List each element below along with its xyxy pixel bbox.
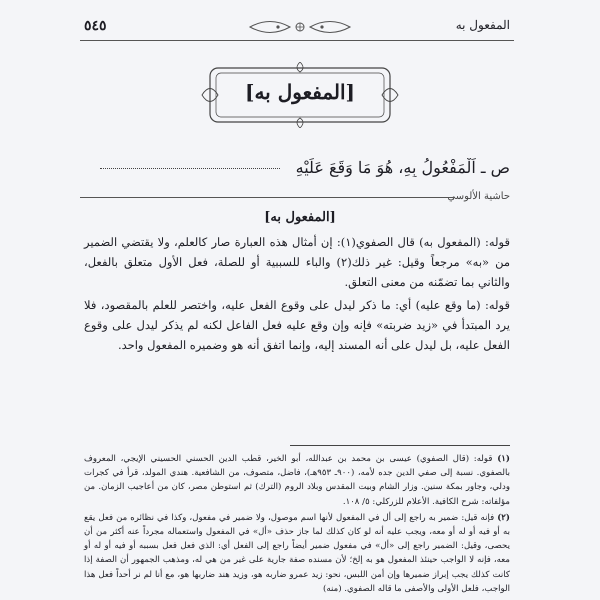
page-number: ٥٤٥	[84, 18, 107, 34]
gloss-body	[84, 232, 510, 358]
footnote-number: (٢)	[497, 512, 510, 523]
gloss-rule	[80, 197, 455, 198]
paragraph: قوله: (ما وقع عليه) أي: ما ذكر ليدل على وقوع الفعل عليه، واختصر للعلم بالمقصود، فلا يرد المبتدأ في «زيد ضربته» فإنه وإن وقع عليه فعل الفاعل لكنه لم يذكر ليدل على وقوع الفعل عليه، بل ليدل على أنه المسند إليه، وإنما اتفق أنه هو وضميره المفعول واحد.	[84, 298, 510, 352]
chapter-title: [المفعول به]	[244, 80, 356, 104]
gloss-label: حاشية الألوسي	[447, 191, 510, 202]
dotted-leader	[100, 168, 280, 169]
footnote-number: (١)	[497, 454, 510, 464]
footnote-text: قوله: (قال الصفوي) عيسى بن محمد بن عبدالله، أبو الخير، قطب الدين الحسني الحسيني الإيجي، المعروف بالصفوي. نسبة إلى صفي الدين جده لأمه، (٩٠٠ـ ٩٥٣هـ)، فاضل، متصوف، من الشافعية. هندي المولد، قرأ في كجرات ودلي، وجاور بمكة سنين. وزار الشام وبيت المقدس وبلاد الروم (الترك) ثم استوطن مصر، كان من أعاجيب الزمان. من مؤلفاته: شرح الكافية. الأعلام للزركلي: ٥/ ١٠٨.	[84, 454, 511, 507]
footnote	[84, 452, 510, 509]
header-rule	[80, 40, 514, 41]
header-ornament	[240, 12, 360, 42]
footnote	[84, 511, 510, 596]
main-text-line: ص ـ اَلْمَفْعُولُ بِهِ، هُوَ مَا وَقَعَ عَلَيْهِ	[295, 158, 510, 177]
footnote-rule	[290, 445, 510, 446]
gloss-title: [المفعول به]	[264, 210, 336, 225]
running-title: المفعول به	[455, 18, 510, 32]
footnote-text: فإنه قيل: ضمير به راجع إلى أل في المفعول لأنها اسم موصول، ولا ضمير في مفعول، وكذا في نظائره من فعل يقع به أو فيه أو له أو معه، ويجب عليه أنه لو كان كذلك لما جاز حذف «أل» في المفعول واستعماله مجرداً عنه أكثر من أن يحصى، وقيل: الضمير راجع إلى «أل» في مفعول ضمير أيضاً راجع إلى الفعل أي: الذي فعل فعل بسببه أو فيه أو له أو معه، فإنه لا الواجب حينئذ المفعول هو به إلخ؛ لأن مسنده صفة جارية على غير من هي له، ومذهب الجمهور أن الصفة إذا كانت كذلك يجب إبراز ضميرها وإن أمن اللبس، نحو: زيد عمرو ضاربه هو، وزيد هند ضاربها هو، مع أنا لم نر أحداً فعل هذا الواجب، فلعل الأولى والأصفى ما قاله الصفوي. (منه)	[84, 512, 510, 594]
paragraph: قوله: (المفعول به) قال الصفوي(١): إن أمثال هذه العبارة صار كالعلم، ولا يقتضي الضمير من «به» مرجعاً وقيل: غير ذلك(٢) والباء للسببية أو للصلة، فعل الأول متعلق بالفعل، والثاني بما تضمّنه من معنى التعلق.	[84, 235, 510, 289]
footnotes	[84, 452, 510, 598]
